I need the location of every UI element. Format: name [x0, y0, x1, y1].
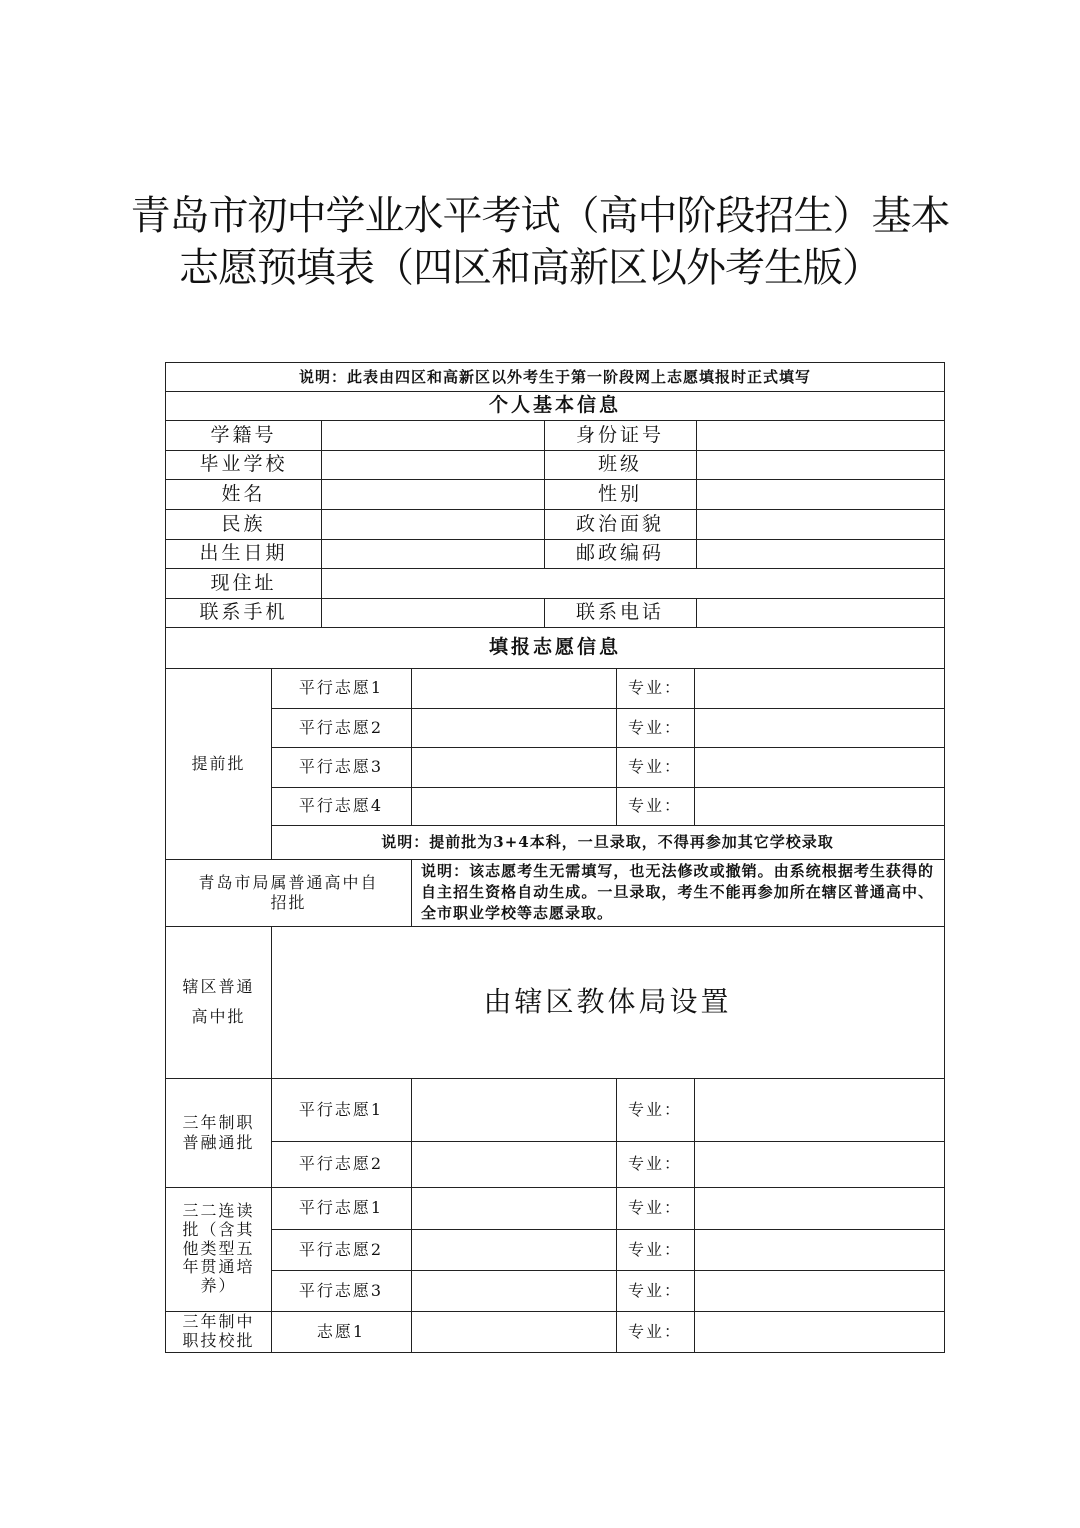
- five-choice-1-school[interactable]: [412, 1188, 615, 1228]
- early-choice-4-label: 平行志愿4: [298, 796, 384, 816]
- form-title-line-2: 志愿预填表（四区和高新区以外考生版）: [179, 245, 881, 291]
- five-major-3-label: 专业：: [627, 1280, 682, 1300]
- address-label: 现住址: [210, 571, 277, 594]
- form-title-line-1: 青岛市初中学业水平考试（高中阶段招生）基本: [130, 193, 950, 239]
- birth-date-field[interactable]: [322, 540, 543, 567]
- early-major-2-label: 专业：: [627, 717, 682, 737]
- early-choice-2-label: 平行志愿2: [298, 717, 384, 737]
- vocational-integrated-batch-label: 三年制职普融通批: [182, 1113, 255, 1152]
- early-choice-1-label: 平行志愿1: [298, 678, 384, 698]
- early-choice-1-school[interactable]: [412, 669, 615, 707]
- early-choice-2-school[interactable]: [412, 709, 615, 746]
- five-major-3-field[interactable]: [695, 1271, 943, 1310]
- wish-info-header: 填报志愿信息: [488, 636, 621, 659]
- voc-choice-2-school[interactable]: [412, 1142, 615, 1186]
- address-field[interactable]: [322, 569, 943, 597]
- five-major-2-field[interactable]: [695, 1230, 943, 1269]
- ethnicity-field[interactable]: [322, 510, 543, 538]
- voc-major-1-label: 专业：: [627, 1099, 682, 1119]
- voc-major-2-label: 专业：: [627, 1154, 682, 1174]
- early-major-1-field[interactable]: [695, 669, 943, 707]
- form-instruction: 说明：此表由四区和高新区以外考生于第一阶段网上志愿填报时正式填写: [298, 368, 811, 386]
- class-field[interactable]: [697, 451, 943, 478]
- student-id-label: 学籍号: [210, 423, 277, 446]
- five-choice-2-label: 平行志愿2: [298, 1239, 384, 1259]
- self-enroll-batch-note: 说明：该志愿考生无需填写，也无法修改或撤销。由系统根据考生获得的自主招生资格自动生成。一旦录取，考生不能再参加所在辖区普通高中、全市职业学校等志愿录取。: [421, 862, 934, 922]
- tech-choice-1-school[interactable]: [412, 1312, 615, 1351]
- voc-choice-1-school[interactable]: [412, 1079, 615, 1140]
- five-choice-2-school[interactable]: [412, 1230, 615, 1269]
- early-choice-3-school[interactable]: [412, 748, 615, 786]
- early-major-4-label: 专业：: [627, 796, 682, 816]
- early-major-2-field[interactable]: [695, 709, 943, 746]
- school-label: 毕业学校: [199, 453, 288, 476]
- early-major-3-field[interactable]: [695, 748, 943, 786]
- early-choice-4-school[interactable]: [412, 788, 615, 824]
- name-label: 姓名: [221, 482, 266, 505]
- tech-major-1-label: 专业：: [627, 1321, 682, 1341]
- voc-major-1-field[interactable]: [695, 1079, 943, 1140]
- phone-field[interactable]: [697, 599, 943, 626]
- district-batch-label: 辖区普通高中批: [182, 976, 255, 1026]
- three-two-batch-label: 三二连读批（含其他类型五年贯通培养）: [182, 1200, 255, 1296]
- five-major-2-label: 专业：: [627, 1239, 682, 1259]
- name-field[interactable]: [322, 480, 543, 508]
- tech-major-1-field[interactable]: [695, 1312, 943, 1351]
- early-choice-3-label: 平行志愿3: [298, 757, 384, 777]
- voc-choice-2-label: 平行志愿2: [298, 1154, 384, 1174]
- political-status-field[interactable]: [697, 510, 943, 538]
- postcode-label: 邮政编码: [575, 542, 664, 565]
- application-form-table: [165, 362, 945, 1353]
- political-status-label: 政治面貌: [575, 512, 664, 535]
- student-id-field[interactable]: [322, 421, 543, 449]
- voc-choice-1-label: 平行志愿1: [298, 1099, 384, 1119]
- technical-school-batch-label: 三年制中职技校批: [182, 1312, 255, 1350]
- early-batch-note: 说明：提前批为3+4本科，一旦录取，不得再参加其它学校录取: [381, 833, 834, 851]
- five-major-1-field[interactable]: [695, 1188, 943, 1228]
- gender-field[interactable]: [697, 480, 943, 508]
- id-card-field[interactable]: [697, 421, 943, 449]
- district-batch-note: 由辖区教体局设置: [483, 985, 732, 1019]
- birth-date-label: 出生日期: [199, 542, 288, 565]
- early-major-3-label: 专业：: [627, 757, 682, 777]
- five-choice-3-label: 平行志愿3: [298, 1280, 384, 1300]
- class-label: 班级: [597, 453, 642, 476]
- gender-label: 性别: [597, 482, 642, 505]
- early-major-1-label: 专业：: [627, 678, 682, 698]
- five-choice-3-school[interactable]: [412, 1271, 615, 1310]
- voc-major-2-field[interactable]: [695, 1142, 943, 1186]
- phone-label: 联系电话: [575, 601, 664, 624]
- ethnicity-label: 民族: [221, 512, 266, 535]
- mobile-label: 联系手机: [199, 601, 288, 624]
- school-field[interactable]: [322, 451, 543, 478]
- tech-choice-1-label: 志愿1: [316, 1321, 366, 1341]
- self-enroll-batch-label: 青岛市局属普通高中自招批: [198, 873, 379, 912]
- personal-info-header: 个人基本信息: [488, 394, 621, 417]
- five-choice-1-label: 平行志愿1: [298, 1198, 384, 1218]
- early-major-4-field[interactable]: [695, 788, 943, 824]
- early-batch-label: 提前批: [191, 753, 246, 773]
- postcode-field[interactable]: [697, 540, 943, 567]
- mobile-field[interactable]: [322, 599, 543, 626]
- id-card-label: 身份证号: [575, 423, 664, 446]
- five-major-1-label: 专业：: [627, 1198, 682, 1218]
